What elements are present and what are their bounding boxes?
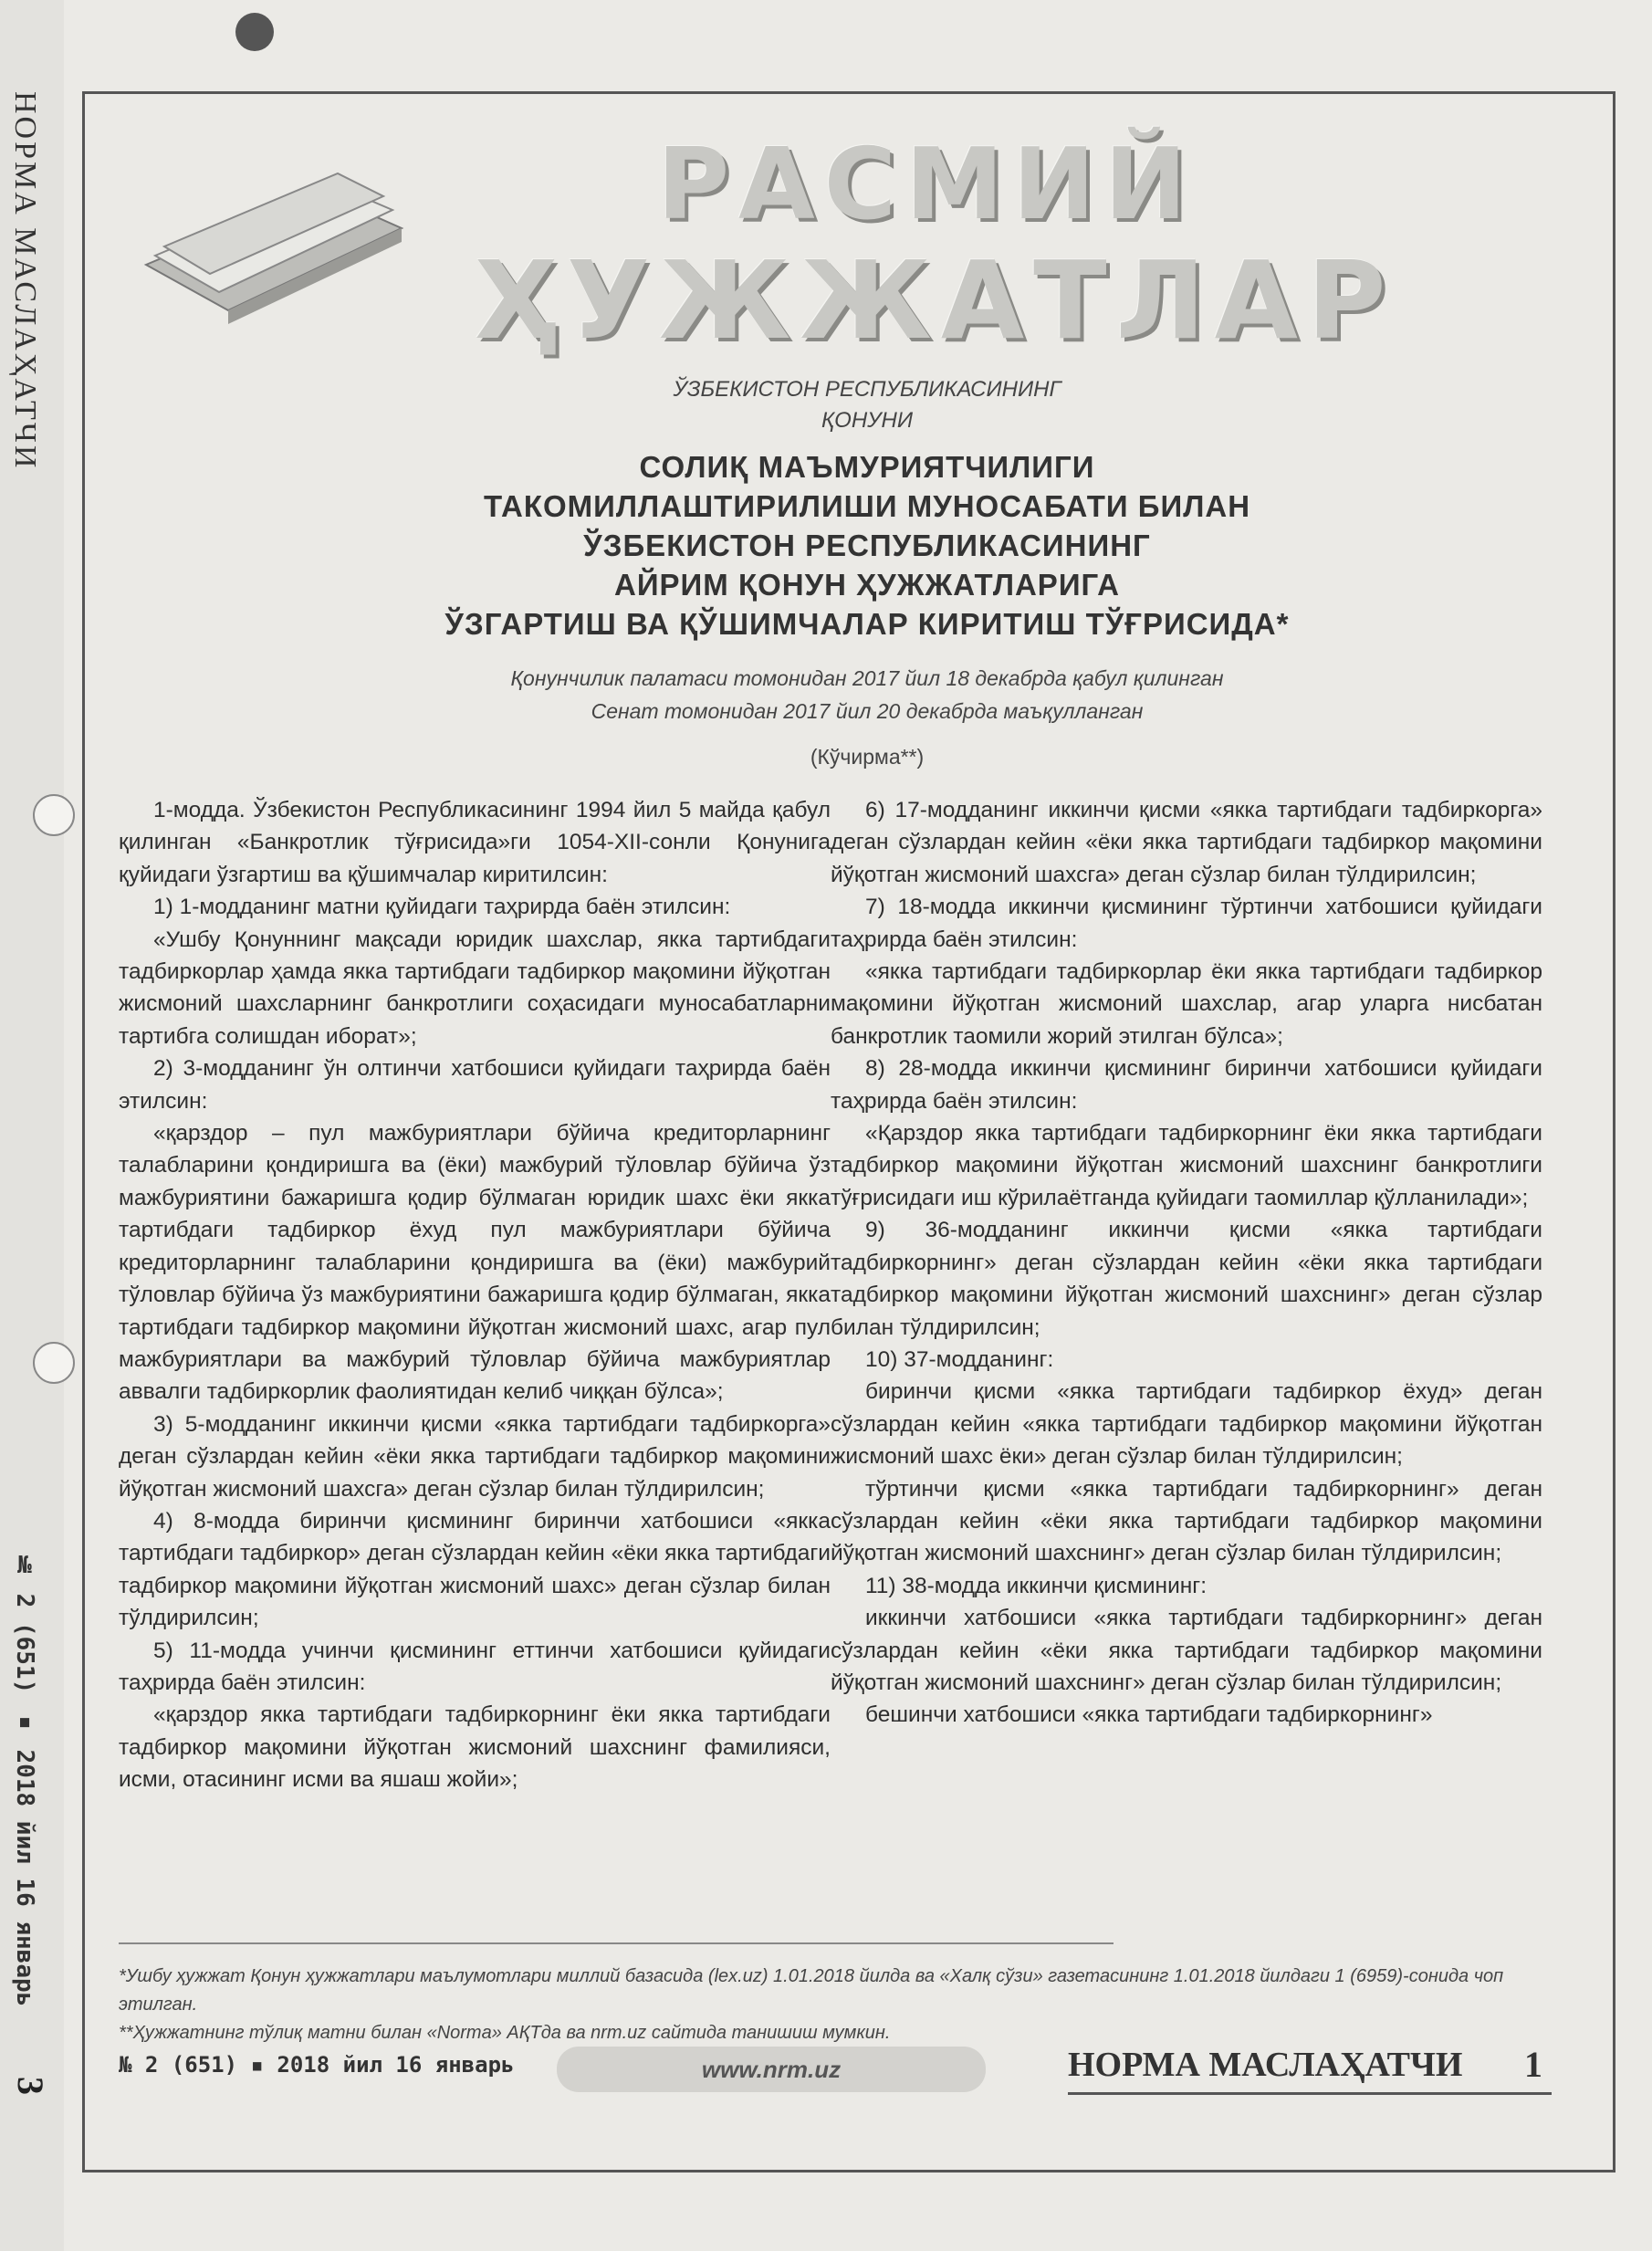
footnote: **Ҳужжатнинг тўлиқ матни билан «Norma» АҚТда ва nrm.uz сайтида танишиш мумкин.	[119, 2023, 891, 2043]
footer-rule	[1068, 2092, 1552, 2095]
law-kind	[228, 374, 1506, 436]
spine-magazine-title: НОРМА МАСЛАҲАТЧИ	[8, 91, 42, 471]
binding-spine	[0, 0, 64, 2251]
adopted-line: Қонунчилик палатаси томонидан 2017 йил 18 декабрда қабул қилинган	[510, 666, 1224, 690]
paragraph: 4) 8-модда биринчи қисмининг биринчи хатбошиси «якка тартибдаги тадбиркор» деган сўзлардан кейин «ёки якка тартибдаги тадбиркор мақомини йўқотган жисмоний шахс» деган сўзлар билан тўлдирилсин;	[119, 1508, 831, 1631]
document-folder-icon	[128, 155, 429, 338]
punch-hole	[33, 1342, 75, 1384]
banner-title-line2: ҲУЖЖАТЛАР	[475, 237, 1396, 363]
law-title-line: ТАКОМИЛЛАШТИРИЛИШИ МУНОСАБАТИ БИЛАН	[483, 489, 1251, 523]
paragraph: 11) 38-модда иккинчи қисмининг:	[865, 1573, 1208, 1598]
spine-issue-info: № 2 (651) ▪ 2018 йил 16 январь	[11, 1552, 38, 2007]
approved-line: Сенат томонидан 2017 йил 20 декабрда маъқулланган	[591, 699, 1144, 723]
paragraph: 7) 18-модда иккинчи қисмининг тўртинчи хатбошиси қуйидаги таҳрирда баён этилсин:	[831, 895, 1542, 952]
law-title-line: ЎЗБЕКИСТОН РЕСПУБЛИКАСИНИНГ	[583, 529, 1151, 562]
paragraph: иккинчи хатбошиси «якка тартибдаги тадбиркорнинг» деган сўзлардан кейин «ёки якка тартибдаги тадбиркор мақомини йўқотган жисмоний шахснинг» деган сўзлар билан тўлдирилсин;	[831, 1606, 1542, 1695]
paragraph: «Қарздор якка тартибдаги тадбиркорнинг ёки якка тартибдаги тадбиркор мақомини йўқотган жисмоний шахснинг банкротлиги тўғрисидаги иш кўрилаётганда қуйидаги таомиллар қўлланилади»;	[831, 1121, 1542, 1210]
footer-website: www.nrm.uz	[557, 2047, 986, 2092]
footer-page-number: 1	[1524, 2044, 1542, 2085]
paragraph: «Ушбу Қонуннинг мақсади юридик шахслар, якка тартибдаги тадбиркорлар ҳамда якка тартибдаги тадбиркор мақомини йўқотган жисмоний шахсларнинг банкротлиги соҳасидаги муносабатларни тартибга солишдан иборат»;	[119, 927, 831, 1049]
law-title-line: СОЛИҚ МАЪМУРИЯТЧИЛИГИ	[639, 450, 1095, 484]
footnote: *Ушбу ҳужжат Қонун ҳужжатлари маълумотлари миллий базасида (lex.uz) 1.01.2018 йилда ва «Халқ сўзи» газетасининг 1.01.2018 йилдаги 1 (6959)-сонида чоп этилган.	[119, 1966, 1504, 2015]
adoption-dates	[228, 662, 1506, 728]
paragraph: 1) 1-модданинг матни қуйидаги таҳрирда баён этилсин:	[153, 895, 731, 920]
left-column	[119, 794, 831, 1796]
paragraph: «якка тартибдаги тадбиркорлар ёки якка тартибдаги тадбиркор мақомини йўқотган жисмоний шахслар, агар уларга нисбатан банкротлик таомили жорий этилган бўлса»;	[831, 959, 1542, 1049]
law-title-line: ЎЗГАРТИШ ВА ҚЎШИМЧАЛАР КИРИТИШ ТЎҒРИСИДА*	[444, 607, 1290, 641]
footnotes	[119, 1963, 1542, 2047]
paragraph: бешинчи хатбошиси «якка тартибдаги тадбиркорнинг»	[865, 1702, 1433, 1728]
right-column	[831, 794, 1542, 1732]
paragraph: тўртинчи қисми «якка тартибдаги тадбиркорнинг» деган сўзлардан кейин «ёки якка тартибдаги тадбиркор мақомини йўқотган жисмоний шахснинг» деган сўзлар билан тўлдирилсин;	[831, 1476, 1542, 1566]
law-kind-line: ҚОНУНИ	[821, 408, 913, 433]
page-footer	[119, 2043, 1570, 2098]
paragraph: биринчи қисми «якка тартибдаги тадбиркор ёхуд» деган сўзлардан кейин «якка тартибдаги тадбиркор мақомини йўқотган жисмоний шахс ёки» деган сўзлар билан тўлдирилсин;	[831, 1379, 1542, 1470]
paragraph: 5) 11-модда учинчи қисмининг еттинчи хатбошиси қуйидаги таҳрирда баён этилсин:	[119, 1638, 831, 1695]
footnote-divider	[119, 1942, 1114, 1944]
paragraph: 9) 36-модданинг иккинчи қисми «якка тартибдаги тадбиркорнинг» деган сўзлардан кейин «ёки якка тартибдаги тадбиркор мақомини йўқотган жисмоний шахснинг» деган сўзлар билан тўлдирилсин;	[831, 1218, 1542, 1340]
banner-title-line1: РАСМИЙ	[657, 128, 1197, 242]
paragraph: 6) 17-модданинг иккинчи қисми «якка тартибдаги тадбиркорга» деган сўзлардан кейин «ёки якка тартибдаги тадбиркор мақомини йўқотган жисмоний шахсга» деган сўзлар билан тўлдирилсин;	[831, 798, 1542, 887]
punch-hole	[33, 794, 75, 836]
paragraph: 8) 28-модда иккинчи қисмининг биринчи хатбошиси қуйидаги таҳрирда баён этилсин:	[831, 1056, 1542, 1114]
spine-page-number: 3	[10, 2077, 51, 2095]
footer-brand: НОРМА МАСЛАҲАТЧИ	[1068, 2046, 1463, 2084]
law-title	[228, 447, 1506, 644]
paragraph: 1-модда. Ўзбекистон Республикасининг 1994 йил 5 майда қабул қилинган «Банкротлик тўғрисида»ги 1054-XII-сонли Қонунига қуйидаги ўзгартиш ва қўшимчалар киритилсин:	[119, 798, 831, 887]
paragraph: 2) 3-модданинг ўн олтинчи хатбошиси қуйидаги таҳрирда баён этилсин:	[119, 1056, 831, 1114]
excerpt-label: (Кўчирма**)	[810, 745, 925, 769]
footer-issue-info: № 2 (651) ▪ 2018 йил 16 январь	[119, 2052, 515, 2078]
paragraph: «қарздор – пул мажбуриятлари бўйича кредиторларнинг талабларини қондиришга ва (ёки) мажбурий тўловлар бўйича ўз мажбуриятини бажаришга қодир бўлмаган юридик шахс ёки якка тартибдаги тадбиркор ёхуд пул мажбуриятлари бўйича кредиторларнинг талабларини қондиришга ва (ёки) мажбурий тўловлар бўйича ўз мажбуриятини бажаришга қодир бўлмаган, якка тартибдаги тадбиркор мақомини йўқотган жисмоний шахс, агар пул мажбуриятлари ва мажбурий тўловлар бўйича мажбуриятлар аввалги тадбиркорлик фаолиятидан келиб чиққан бўлса»;	[119, 1121, 831, 1405]
paragraph: 10) 37-модданинг:	[865, 1346, 1054, 1372]
law-kind-line: ЎЗБЕКИСТОН РЕСПУБЛИКАСИНИНГ	[673, 377, 1061, 402]
law-title-line: АЙРИМ ҚОНУН ҲУЖЖАТЛАРИГА	[614, 568, 1120, 602]
binding-dot	[235, 13, 274, 51]
paragraph: «қарздор якка тартибдаги тадбиркорнинг ёки якка тартибдаги тадбиркор мақомини йўқотган жисмоний шахснинг фамилияси, исми, отасининг исми ва яшаш жойи»;	[119, 1702, 831, 1793]
paragraph: 3) 5-модданинг иккинчи қисми «якка тартибдаги тадбиркорга» деган сўзлардан кейин «ёки якка тартибдаги тадбиркор мақомини йўқотган жисмоний шахсга» деган сўзлар билан тўлдирилсин;	[119, 1411, 831, 1502]
section-banner	[119, 119, 1579, 363]
